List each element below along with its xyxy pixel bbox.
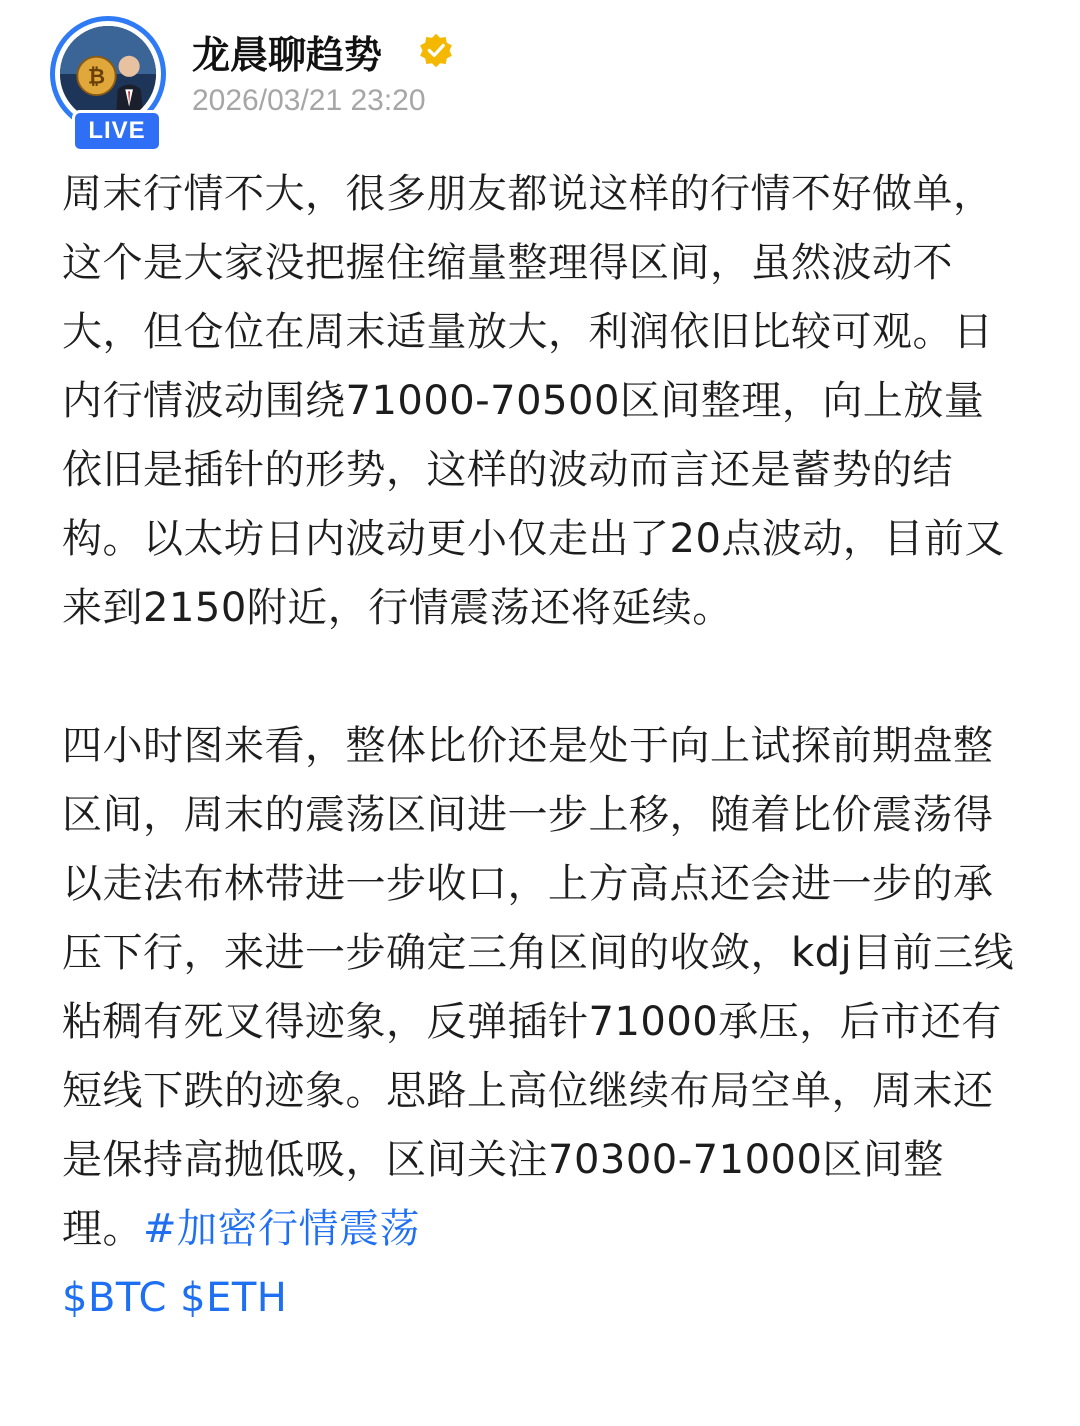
avatar-illustration	[60, 26, 156, 122]
post-paragraph-2-text: 四小时图来看，整体比价还是处于向上试探前期盘整区间，周末的震荡区间进一步上移，随着比价震荡得以走法布林带进一步收口，上方高点还会进一步的承压下行，来进一步确定三角区间的收敛，kdj目前三线粘稠有死叉得迹象，反弹插针71000承压，后市还有短线下跌的迹象。思路上高位继续布局空单，周末还是保持高抛低吸，区间关注70300-71000区间整理。	[62, 723, 1015, 1252]
post-header	[40, 10, 1040, 150]
post-timestamp: 2026/03/21 23:20	[192, 84, 426, 117]
post-body	[62, 160, 1020, 1333]
live-badge[interactable]: LIVE	[72, 110, 162, 152]
verified-badge-icon	[418, 32, 454, 68]
hashtag-link[interactable]: #加密行情震荡	[143, 1206, 421, 1252]
post-paragraph-2	[62, 712, 1020, 1333]
post-paragraph-1: 周末行情不大，很多朋友都说这样的行情不好做单，这个是大家没把握住缩量整理得区间，虽然波动不大，但仓位在周末适量放大，利润依旧比较可观。日内行情波动围绕71000-70500区间整理，向上放量依旧是插针的形势，这样的波动而言还是蓄势的结构。以太坊日内波动更小仅走出了20点波动，目前又来到2150附近，行情震荡还将延续。	[62, 171, 1005, 631]
avatar-image	[60, 26, 156, 122]
cashtag-eth-link[interactable]: $ETH	[180, 1275, 288, 1321]
cashtag-btc-link[interactable]: $BTC	[62, 1275, 167, 1321]
svg-text:₿: ₿	[87, 63, 106, 89]
author-name[interactable]: 龙晨聊趋势	[192, 33, 383, 77]
paragraph-spacer	[62, 643, 1020, 712]
